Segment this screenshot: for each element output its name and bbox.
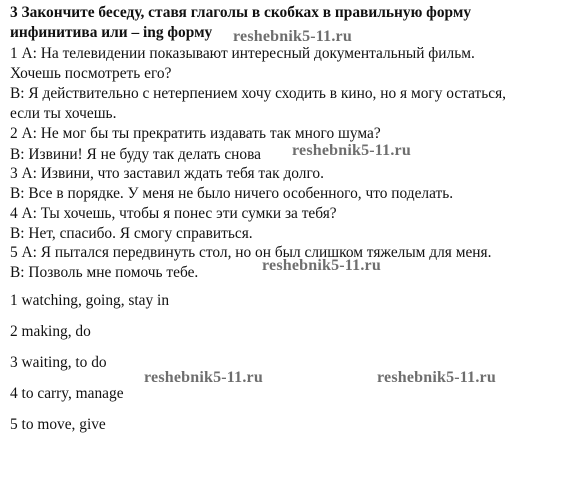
watermark-text: reshebnik5-11.ru: [144, 369, 263, 386]
watermark-text: reshebnik5-11.ru: [377, 369, 496, 386]
watermark-text: reshebnik5-11.ru: [233, 28, 352, 45]
dialogue-line: В: Позволь мне помочь тебе.: [10, 264, 199, 281]
dialogue-line: если ты хочешь.: [10, 105, 117, 122]
dialogue-line: 3 А: Извини, что заставил ждать тебя так долго.: [10, 165, 324, 182]
answer-line: 4 to carry, manage: [10, 385, 124, 402]
answer-line: 2 making, do: [10, 323, 91, 340]
dialogue-line: Хочешь посмотреть его?: [10, 65, 172, 82]
dialogue-line: В: Все в порядке. У меня не было ничего особенного, что поделать.: [10, 185, 454, 202]
answer-line: 5 to move, give: [10, 416, 106, 433]
dialogue-line: 2 А: Не мог бы ты прекратить издавать так много шума?: [10, 125, 381, 142]
answer-line: 3 waiting, to do: [10, 354, 107, 371]
exercise-title-line-1: 3 Закончите беседу, ставя глаголы в скобках в правильную форму: [10, 4, 472, 21]
exercise-title-line-2: инфинитива или – ing форму: [10, 24, 213, 41]
dialogue-line: В: Нет, спасибо. Я смогу справиться.: [10, 225, 253, 242]
dialogue-line: 5 А: Я пытался передвинуть стол, но он был слишком тяжелым для меня.: [10, 244, 492, 261]
dialogue-line: В: Извини! Я не буду так делать снова: [10, 146, 261, 163]
watermark-text: reshebnik5-11.ru: [292, 142, 411, 159]
dialogue-line: В: Я действительно с нетерпением хочу сходить в кино, но я могу остаться,: [10, 85, 507, 102]
answer-line: 1 watching, going, stay in: [10, 292, 170, 309]
dialogue-line: 4 А: Ты хочешь, чтобы я понес эти сумки за тебя?: [10, 205, 337, 222]
watermark-text: reshebnik5-11.ru: [262, 257, 381, 274]
dialogue-line: 1 А: На телевидении показывают интересный документальный фильм.: [10, 45, 475, 62]
